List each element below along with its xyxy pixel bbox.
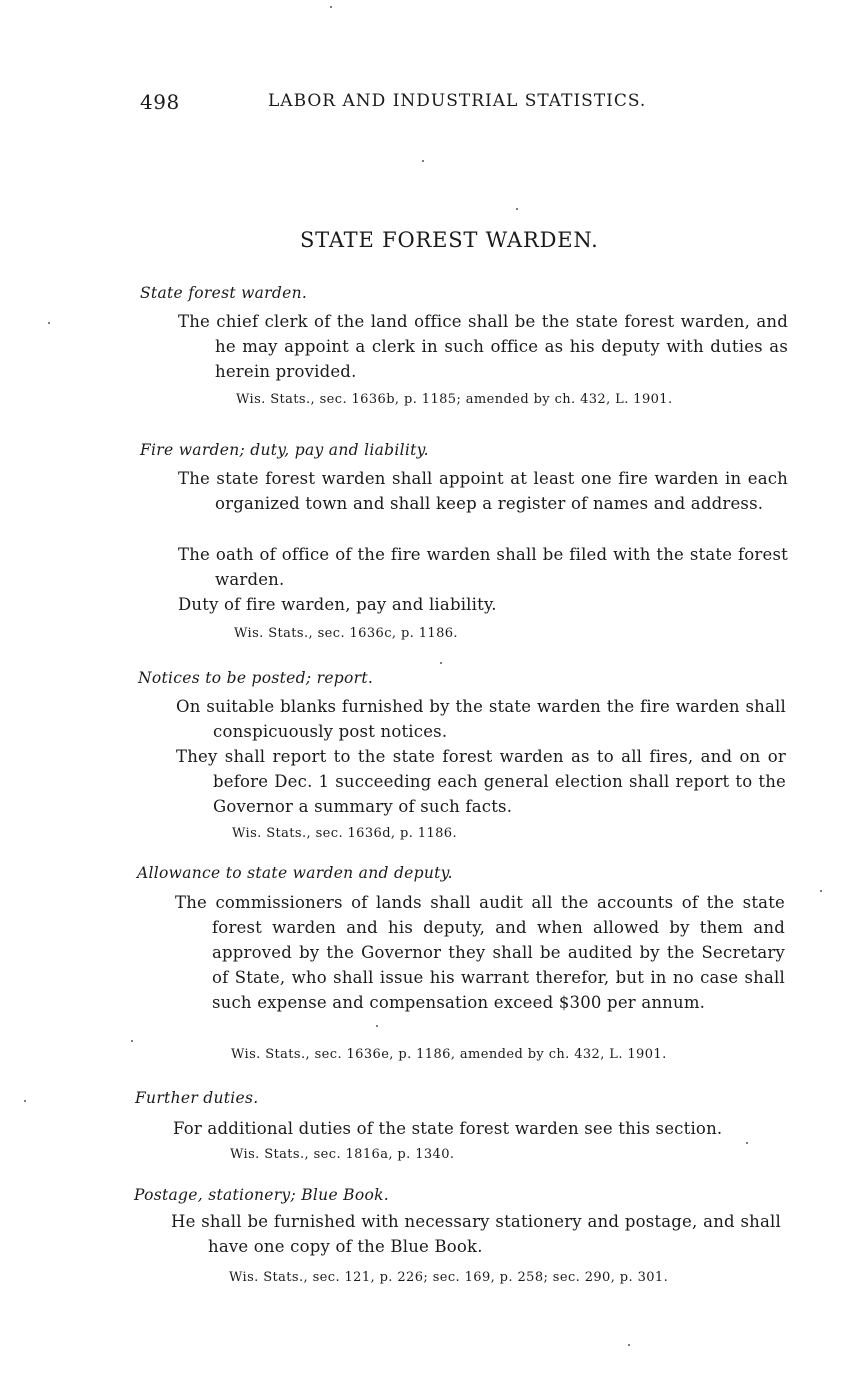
paragraph: Duty of fire warden, pay and liability. bbox=[178, 595, 497, 614]
citation: Wis. Stats., sec. 1636e, p. 1186, amended by ch. 432, L. 1901. bbox=[231, 1047, 667, 1062]
paragraph: They shall report to the state forest warden as to all fires, and on or before Dec. 1 succeeding each general election shall report to the Governor a summary of such facts. bbox=[176, 747, 786, 816]
paragraph: The chief clerk of the land office shall be the state forest warden, and he may appoint a clerk in such office as his deputy with duties as herein provided. bbox=[178, 312, 788, 381]
paragraph: The state forest warden shall appoint at least one fire warden in each organized town and shall keep a register of names and address. bbox=[178, 469, 788, 513]
scan-speck bbox=[48, 322, 50, 324]
scan-speck bbox=[376, 1025, 378, 1027]
scan-speck bbox=[131, 1040, 133, 1042]
paragraph: The commissioners of lands shall audit all the accounts of the state forest warden and his deputy, and when allowed by them and approved by the Governor they shall be audited by the Secretary of State, who shall issue his warrant therefor, but in no case shall such expense and compensation exceed $300 per annum. bbox=[175, 893, 785, 1012]
section-title: Allowance to state warden and deputy. bbox=[137, 864, 453, 882]
citation: Wis. Stats., sec. 1816a, p. 1340. bbox=[230, 1147, 455, 1162]
citation: Wis. Stats., sec. 1636c, p. 1186. bbox=[234, 626, 458, 641]
page-number: 498 bbox=[140, 90, 180, 114]
scan-speck bbox=[24, 1100, 26, 1102]
section-title: Further duties. bbox=[135, 1089, 259, 1107]
scan-speck bbox=[330, 6, 332, 8]
scan-speck bbox=[746, 1142, 748, 1144]
running-head: LABOR AND INDUSTRIAL STATISTICS. bbox=[268, 91, 647, 111]
citation: Wis. Stats., sec. 121, p. 226; sec. 169, p. 258; sec. 290, p. 301. bbox=[229, 1270, 669, 1285]
paragraph: The oath of office of the fire warden shall be filed with the state forest warden. bbox=[178, 545, 788, 589]
paragraph: On suitable blanks furnished by the state warden the fire warden shall conspicuously post notices. bbox=[176, 697, 786, 741]
scan-speck bbox=[440, 662, 442, 664]
citation: Wis. Stats., sec. 1636b, p. 1185; amended by ch. 432, L. 1901. bbox=[236, 392, 673, 407]
section-title: Notices to be posted; report. bbox=[138, 669, 374, 687]
scan-speck bbox=[422, 160, 424, 162]
scan-speck bbox=[820, 890, 822, 892]
section-title: Postage, stationery; Blue Book. bbox=[134, 1186, 390, 1204]
citation: Wis. Stats., sec. 1636d, p. 1186. bbox=[232, 826, 457, 841]
scan-speck bbox=[628, 1344, 630, 1346]
page-title: STATE FOREST WARDEN. bbox=[300, 228, 599, 252]
section-title: State forest warden. bbox=[140, 284, 308, 302]
paragraph: He shall be furnished with necessary stationery and postage, and shall have one copy of the Blue Book. bbox=[171, 1212, 781, 1256]
scan-speck bbox=[516, 208, 518, 210]
paragraph: For additional duties of the state forest warden see this section. bbox=[173, 1119, 723, 1138]
section-title: Fire warden; duty, pay and liability. bbox=[140, 441, 429, 459]
